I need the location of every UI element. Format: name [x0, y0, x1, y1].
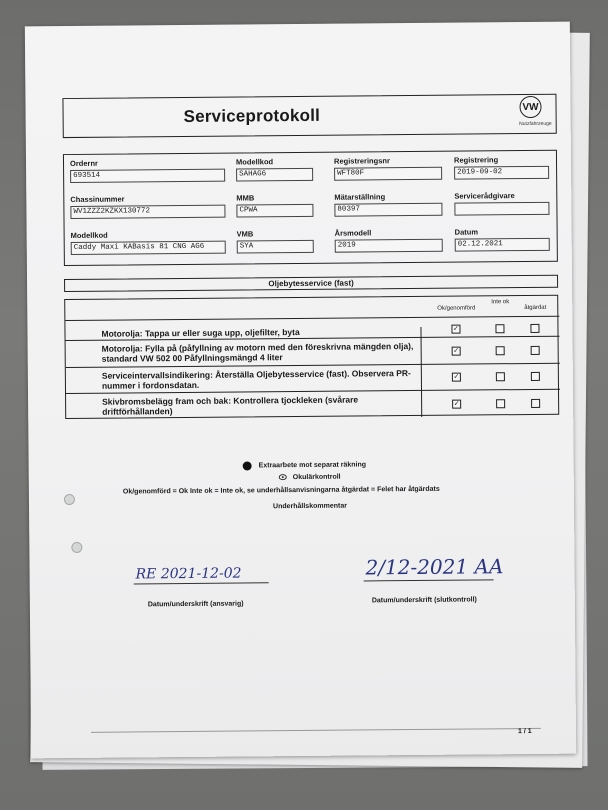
row-text: Motorolja: Fylla på (påfyllning av motorn med den föreskrivna mängden olja), standard VW 502 00 Påfyllningsmängd 4 liter — [101, 341, 414, 364]
row-text: Motorolja: Tappa ur eller suga upp, oljefilter, byta — [101, 327, 300, 339]
field-chassinummer: Chassinummer WV1ZZZ2KZKX130772 — [70, 194, 225, 219]
brand-subtitle: Nutzfahrzeuge — [519, 120, 552, 128]
arsmodell-value: 2019 — [335, 239, 443, 253]
column-atgardat: åtgärdat — [524, 304, 547, 312]
service-checklist-table — [64, 295, 559, 419]
datum-value: 02.12.2021 — [455, 238, 550, 252]
field-mmb: MMB CPWA — [236, 193, 313, 218]
registrering-value: 2019-09-02 — [454, 166, 549, 180]
left-signature-line — [134, 582, 269, 584]
column-inte-ok: Inte ok — [491, 299, 510, 306]
vehicle-info-box — [63, 150, 558, 266]
right-signature-caption: Datum/underskrift (slutkontroll) — [371, 596, 477, 605]
row-text: Serviceintervallsindikering: Återställa Oljebytesservice (fast). Observera PR-nummer i fordonsdatan. — [101, 368, 411, 391]
legend-okular: Okulärkontroll — [292, 473, 341, 482]
page-number: 1 / 1 — [517, 727, 532, 736]
right-signature-line — [364, 579, 494, 581]
field-vmb: VMB SYA — [237, 229, 314, 254]
header-box — [62, 94, 556, 138]
atgardat-checkbox[interactable] — [530, 324, 539, 333]
inte-ok-checkbox[interactable] — [496, 372, 505, 381]
atgardat-checkbox[interactable] — [531, 372, 540, 381]
ordernr-value: 693514 — [70, 169, 225, 183]
ok-checkbox[interactable]: ✓ — [453, 325, 459, 333]
field-arsmodell: Årsmodell 2019 — [335, 228, 443, 253]
vmb-value: SYA — [237, 240, 314, 254]
page-title: Serviceprotokoll — [183, 105, 321, 127]
right-signature: 2/12-2021 AA — [365, 554, 504, 580]
punch-hole — [71, 542, 82, 553]
matarstallning-value: 80397 — [334, 203, 442, 217]
field-ordernr: Ordernr 693514 — [70, 158, 225, 183]
serviceradgivare-value — [454, 202, 549, 216]
left-signature: RE 2021-12-02 — [135, 565, 242, 583]
eye-icon — [279, 474, 287, 480]
inte-ok-checkbox[interactable] — [496, 399, 505, 408]
field-matarstallning: Mätarställning 80397 — [334, 192, 442, 217]
left-signature-caption: Datum/underskrift (ansvarig) — [147, 600, 244, 609]
atgardat-checkbox[interactable] — [531, 346, 540, 355]
field-modellkod: Modellkod SAHAG6 — [236, 157, 313, 182]
field-modellkod-2: Modellkod Caddy Maxi KABasis 81 CNG AG6 — [71, 230, 226, 255]
registreringsnr-value: WFT80F — [334, 167, 442, 181]
footer-line — [91, 727, 541, 736]
table-row — [66, 336, 560, 367]
maintenance-comment-label: Underhållskommentar — [272, 502, 347, 511]
modellkod-2-value: Caddy Maxi KABasis 81 CNG AG6 — [71, 241, 226, 255]
mmb-value: CPWA — [236, 204, 313, 218]
modellkod-value: SAHAG6 — [236, 168, 313, 182]
column-ok: Ok/genomförd — [437, 305, 476, 312]
field-datum: Datum 02.12.2021 — [455, 227, 550, 252]
row-text: Skivbromsbelägg fram och bak: Kontrollera tjockleken (svårare driftförhållanden) — [102, 394, 359, 417]
field-registreringsnr: Registreringsnr WFT80F — [334, 156, 442, 181]
field-registrering: Registrering 2019-09-02 — [454, 155, 549, 180]
field-serviceradgivare: Servicerådgivare — [454, 191, 549, 216]
punch-hole — [64, 494, 75, 505]
section-title: Oljebytesservice (fast) — [64, 275, 558, 292]
legend-extra: Extraarbete mot separat räkning — [258, 461, 367, 470]
inte-ok-checkbox[interactable] — [495, 324, 504, 333]
service-document — [25, 22, 576, 759]
atgardat-checkbox[interactable] — [531, 399, 540, 408]
ok-checkbox[interactable]: ✓ — [453, 373, 460, 381]
inte-ok-checkbox[interactable] — [496, 346, 505, 355]
ok-checkbox[interactable]: ✓ — [453, 400, 460, 408]
table-row — [66, 389, 560, 420]
vw-logo-icon: VW — [519, 96, 541, 118]
legend-status: Ok/genomförd = Ok Inte ok = Inte ok, se underhållsanvisningarna åtgärdat = Felet har åtgärdats — [122, 485, 440, 496]
extra-work-dot-icon — [243, 461, 252, 470]
ok-checkbox[interactable]: ✓ — [453, 347, 460, 355]
chassinummer-value: WV1ZZZ2KZKX130772 — [70, 205, 225, 219]
